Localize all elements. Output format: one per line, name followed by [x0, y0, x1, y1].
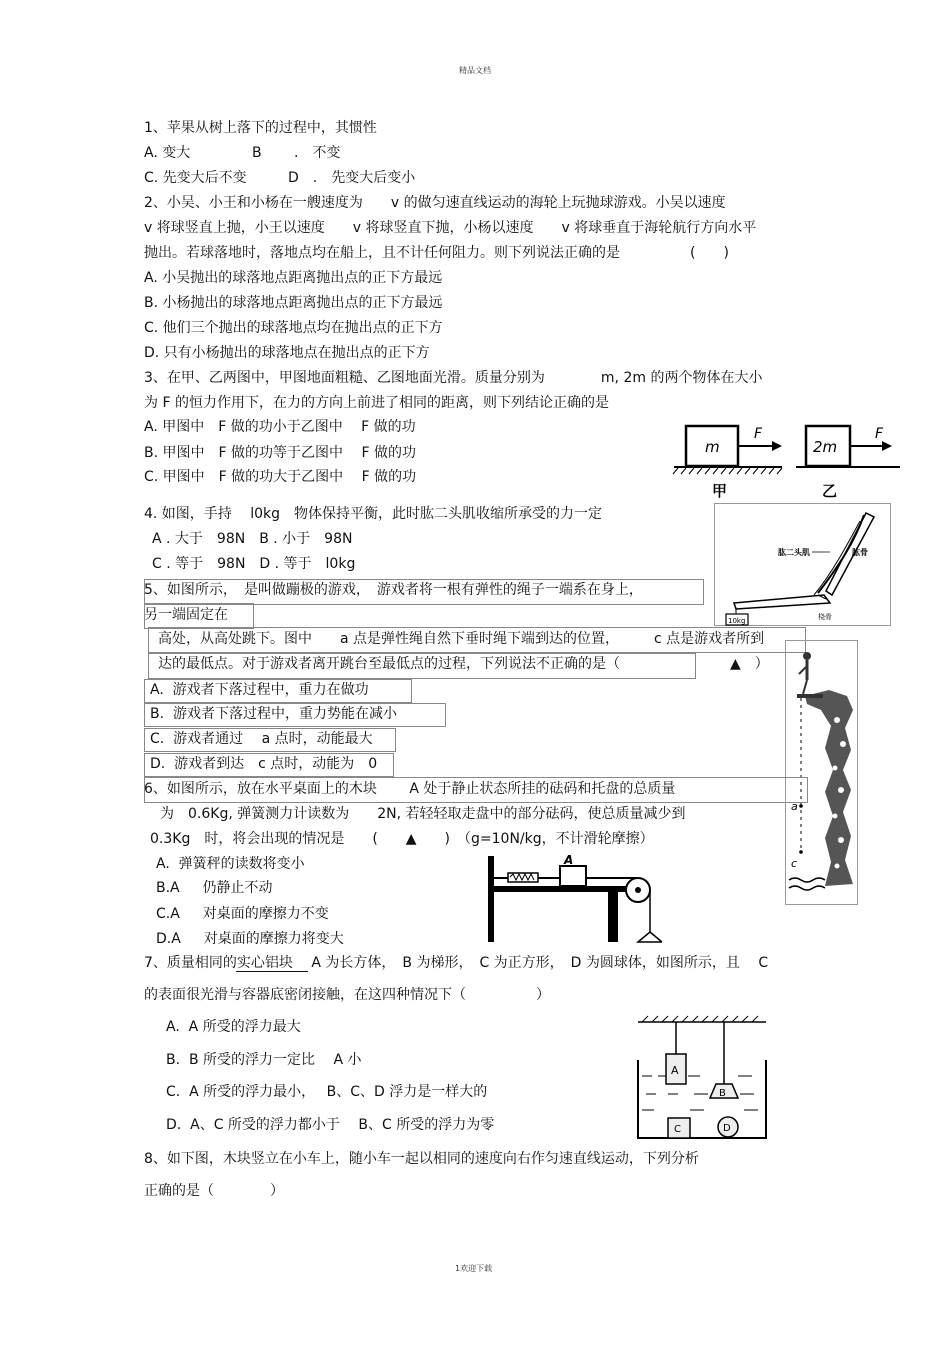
- q2-option-d: D. 只有小杨抛出的球落地点在抛出点的正下方: [144, 345, 430, 361]
- q4-fig-radius: 桡骨: [818, 613, 832, 621]
- q3-option-c: C. 甲图中 F 做的功大于乙图中 F 做的功: [144, 469, 417, 485]
- q5-line3: 高处，从高处跳下。图中 a 点是弹性绳自然下垂时绳下端到达的位置， c 点是游戏者所到: [158, 631, 765, 647]
- q5-option-c: C. 游戏者通过 a 点时，动能最大: [150, 731, 373, 747]
- q6-line3: 0.3Kg 时，将会出现的情况是 ( ▲ ) （g=10N/kg，不计滑轮摩擦）: [150, 831, 654, 847]
- q1-option-a: A. 变大: [144, 145, 191, 161]
- q7-option-a: A. A 所受的浮力最大: [166, 1019, 301, 1035]
- q4-stem: 4. 如图，手持 l0kg 物体保持平衡，此时肱二头肌收缩所承受的力一定: [144, 506, 603, 522]
- q6-option-d: D.A 对桌面的摩擦力将变大: [156, 931, 344, 947]
- q3-line1: 3、在甲、乙两图中，甲图地面粗糙、乙图地面光滑。质量分别为 m, 2m 的两个物体在大小: [144, 370, 763, 386]
- q7-fig-a: A: [671, 1064, 679, 1077]
- q4-fig-weight: 10kg: [728, 617, 746, 625]
- q2-line2: v 将球竖直上抛，小王以速度 v 将球竖直下抛，小杨以速度 v 将球垂直于海轮航行方向水平: [144, 220, 757, 236]
- q7-option-c: C. A 所受的浮力最小， B、C、D 浮力是一样大的: [166, 1084, 488, 1100]
- q3-fig-yi-label: 乙: [822, 482, 838, 500]
- q1-stem: 1、苹果从树上落下的过程中，其惯性: [144, 120, 377, 136]
- q3-option-a: A. 甲图中 F 做的功小于乙图中 F 做的功: [144, 419, 416, 435]
- q6-option-a: A. 弹簧秤的读数将变小: [156, 856, 305, 872]
- q5-line2: 另一端固定在: [144, 607, 228, 623]
- q5-fig-point-c: c: [791, 857, 798, 870]
- q6-fig-block-a: A: [564, 853, 574, 867]
- q1-option-d: D . 先变大后变小: [288, 170, 416, 186]
- q6-line1: 6、如图所示，放在水平桌面上的木块 A 处于静止状态所挂的砝码和托盘的总质量: [144, 781, 676, 797]
- q4-options-cd: C . 等于 98N D . 等于 l0kg: [152, 556, 356, 572]
- q3-figure-yi: [796, 426, 900, 500]
- q1-option-b: B . 不变: [252, 145, 341, 161]
- q2-option-c: C. 他们三个抛出的球落地点均在抛出点的正下方: [144, 320, 443, 336]
- q3-option-b: B. 甲图中 F 做的功等于乙图中 F 做的功: [144, 445, 416, 461]
- q3-fig-m: m: [705, 438, 720, 456]
- q3-fig-f1: F: [754, 426, 763, 442]
- q7-line1: 7、质量相同的实心铝块 A 为长方体， B 为梯形， C 为正方形， D 为圆球体，如图所示，且 C: [144, 955, 769, 971]
- page-header: 精品文档: [459, 66, 491, 75]
- q3-fig-2m: 2m: [813, 438, 838, 456]
- q6-option-b: B.A 仍静止不动: [156, 880, 273, 896]
- q6-line2: 为 0.6Kg, 弹簧测力计读数为 2N, 若轻轻取走盘中的部分砝码，使总质量减少到: [160, 806, 686, 822]
- q3-fig-jia-label: 甲: [712, 482, 728, 500]
- q7-underline: [236, 971, 308, 972]
- q3-line2: 为 F 的恒力作用下，在力的方向上前进了相同的距离，则下列结论正确的是: [144, 395, 609, 411]
- q3-fig-f2: F: [875, 426, 884, 442]
- q7-figure: [628, 1014, 776, 1144]
- q4-fig-muscle: 肱二头肌: [778, 548, 810, 557]
- q5-option-a: A. 游戏者下落过程中，重力在做功: [150, 682, 369, 698]
- q7-fig-d: D: [723, 1123, 731, 1134]
- page-footer: 1欢迎下载: [455, 1264, 493, 1273]
- q4-fig-bone: 肱骨: [852, 548, 868, 557]
- q8-line1: 8、如下图，木块竖立在小车上，随小车一起以相同的速度向右作匀速直线运动，下列分析: [144, 1151, 699, 1167]
- q4-arm-figure: [714, 503, 892, 627]
- q5-bungee-figure: [785, 640, 859, 906]
- q3-figure-jia: [673, 426, 782, 500]
- q5-line4: 达的最低点。对于游戏者离开跳台至最低点的过程，下列说法不正确的是（: [158, 656, 620, 672]
- q2-option-a: A. 小吴抛出的球落地点距离抛出点的正下方最远: [144, 270, 443, 286]
- q7-fig-b: B: [719, 1088, 726, 1099]
- q5-option-d: D. 游戏者到达 c 点时，动能为 0: [150, 756, 378, 772]
- q3-figure: [672, 416, 904, 502]
- q5-answer-mark: ▲ ）: [730, 656, 769, 672]
- q7-fig-c: C: [674, 1124, 681, 1135]
- q7-option-d: D. A、C 所受的浮力都小于 B、C 所受的浮力为零: [166, 1117, 495, 1133]
- q2-line1: 2、小吴、小王和小杨在一艘速度为 v 的做匀速直线运动的海轮上玩抛球游戏。小吴以速度: [144, 195, 726, 211]
- q8-line2: 正确的是（ ）: [144, 1183, 284, 1199]
- q5-line1: 5、如图所示， 是叫做蹦极的游戏， 游戏者将一根有弹性的绳子一端系在身上，: [144, 582, 643, 598]
- q5-option-b: B. 游戏者下落过程中，重力势能在减小: [150, 706, 397, 722]
- q1-option-c: C. 先变大后不变: [144, 170, 247, 186]
- q2-line3: 抛出。若球落地时，落地点均在船上，且不计任何阻力。则下列说法正确的是 ( ): [144, 245, 729, 261]
- q2-option-b: B. 小杨抛出的球落地点距离抛出点的正下方最远: [144, 295, 443, 311]
- q6-figure: [486, 852, 662, 948]
- q6-option-c: C.A 对桌面的摩擦力不变: [156, 906, 329, 922]
- q7-line2: 的表面很光滑与容器底密闭接触，在这四种情况下（ ）: [144, 987, 550, 1003]
- q5-fig-point-a: a: [791, 800, 798, 813]
- q4-options-ab: A . 大于 98N B . 小于 98N: [152, 531, 353, 547]
- q7-option-b: B. B 所受的浮力一定比 A 小: [166, 1052, 362, 1068]
